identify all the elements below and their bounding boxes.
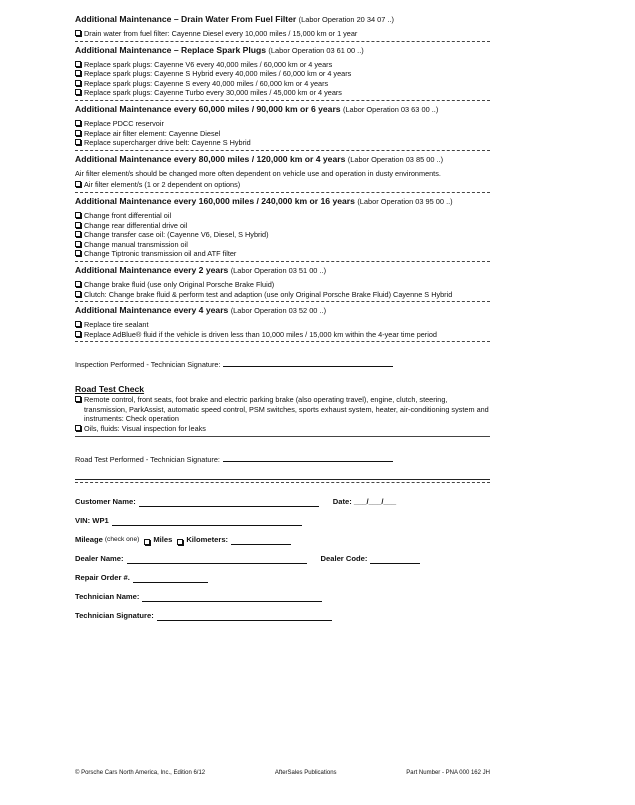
section-title-text: Additional Maintenance every 160,000 miles / 240,000 km or 16 years (75, 195, 355, 206)
checkbox[interactable] (75, 212, 81, 218)
vin-label: VIN: WP1 (75, 515, 109, 525)
section-note: Air filter element/s should be changed more often dependent on vehicle use and operation in dusty environments. (75, 168, 441, 178)
checklist-item-text: Drain water from fuel filter: Cayenne Diesel every 10,000 miles / 15,000 km or 1 year (84, 29, 358, 38)
checklist-item-text: Replace AdBlue® fluid if the vehicle is driven less than 10,000 miles / 15,000 km within the 4-year time period (84, 329, 437, 339)
repair-order-row (75, 573, 490, 583)
footer-copyright: © Porsche Cars North America, Inc., Edition 6/12 (75, 770, 206, 776)
repair-order-field[interactable] (133, 575, 208, 583)
checklist-item (75, 290, 490, 300)
checklist-item (75, 138, 490, 148)
section-title-text: Additional Maintenance every 60,000 miles / 90,000 km or 6 years (75, 103, 341, 114)
checkbox[interactable] (75, 291, 81, 297)
checkbox[interactable] (75, 321, 81, 327)
kilometers-checkbox[interactable] (177, 539, 183, 545)
checklist-item (75, 69, 490, 79)
checklist-item (75, 280, 490, 290)
checklist-item (75, 29, 490, 39)
checkbox[interactable] (75, 61, 81, 67)
section-title (75, 154, 490, 165)
checklist-item (75, 180, 490, 190)
dealer-name-label: Dealer Name: (75, 553, 124, 563)
road-test-signature-line[interactable] (223, 455, 393, 462)
miles-label: Miles (153, 534, 173, 544)
technician-name-field[interactable] (142, 594, 322, 602)
maintenance-section (75, 14, 490, 42)
kilometers-label: Kilometers: (186, 534, 229, 544)
section-title (75, 45, 490, 56)
inspection-signature-line[interactable] (223, 360, 393, 367)
labor-operation: (Labor Operation 03 52 00 ..) (230, 306, 327, 316)
road-test-item (75, 395, 490, 424)
checklist-item-text: Change brake fluid (use only Original Porsche Brake Fluid) (84, 279, 275, 289)
checklist-item-text: Air filter element/s (1 or 2 dependent on options) (84, 180, 241, 190)
maintenance-section (75, 104, 490, 151)
checkbox[interactable] (75, 30, 81, 36)
customer-name-row (75, 497, 490, 507)
mileage-row (75, 535, 490, 545)
customer-form (75, 497, 490, 621)
section-title (75, 104, 490, 115)
road-test-title: Road Test Check (75, 384, 145, 395)
section-title (75, 305, 490, 316)
section-title-text: Additional Maintenance – Drain Water From Fuel Filter (75, 14, 297, 24)
checklist-item (75, 249, 490, 259)
checkbox[interactable] (75, 425, 81, 431)
date-label: Date: ___/___/___ (332, 496, 397, 506)
customer-name-field[interactable] (139, 499, 319, 507)
checklist-item (75, 60, 490, 70)
checklist-item-text: Replace spark plugs: Cayenne Turbo every 30,000 miles / 45,000 km or 4 years (84, 88, 342, 98)
checklist-item-text: Replace supercharger drive belt: Cayenne S Hybrid (84, 138, 251, 148)
section-title (75, 196, 490, 207)
checkbox[interactable] (75, 89, 81, 95)
checklist-item (75, 221, 490, 231)
section-title-text: Additional Maintenance every 4 years (75, 305, 229, 316)
checklist-item-text: Replace air filter element: Cayenne Diesel (84, 128, 221, 138)
checklist-item (75, 129, 490, 139)
road-test-item (75, 424, 490, 434)
checklist-item-text: Replace PDCC reservoir (84, 118, 164, 128)
section-title (75, 14, 490, 25)
checkbox[interactable] (75, 181, 81, 187)
checklist-item-text: Change Tiptronic transmission oil and ATF filter (84, 249, 237, 259)
dealer-code-field[interactable] (370, 556, 420, 564)
section-title-text: Additional Maintenance – Replace Spark Plugs (75, 44, 267, 55)
section-title-text: Additional Maintenance every 2 years (75, 264, 229, 275)
checkbox[interactable] (75, 120, 81, 126)
checklist-item (75, 211, 490, 221)
technician-signature-row (75, 611, 490, 621)
road-test-signature-label: Road Test Performed - Technician Signature: (75, 454, 220, 464)
footer-part-number: Part Number - PNA 000 162 JH (406, 770, 490, 776)
road-test-item-text: Remote control, front seats, foot brake and electric parking brake (also operating travel), engine, clutch, steering, transmission, ParkAssist, automatic speed control, PSM switches, sports exhaust system, heater, air-conditioning system and instruments: Check operation (84, 395, 489, 424)
mileage-field[interactable] (231, 537, 291, 545)
dealer-name-field[interactable] (127, 556, 307, 564)
checklist-item-text: Replace spark plugs: Cayenne V6 every 40,000 miles / 60,000 km or 4 years (84, 59, 333, 69)
dealer-row (75, 554, 490, 564)
repair-order-label: Repair Order #. (75, 572, 130, 582)
checkbox[interactable] (75, 331, 81, 337)
maintenance-section (75, 265, 490, 302)
maintenance-section (75, 45, 490, 101)
checklist-item-text: Change manual transmission oil (84, 239, 188, 249)
checklist-item-text: Change transfer case oil: (Cayenne V6, Diesel, S Hybrid) (84, 230, 269, 240)
inspection-signature-row (75, 360, 490, 369)
checkbox[interactable] (75, 396, 81, 402)
checklist-item-text: Replace spark plugs: Cayenne S every 40,000 miles / 60,000 km or 4 years (84, 78, 329, 88)
checkbox[interactable] (75, 80, 81, 86)
checklist-item-text: Change rear differential drive oil (84, 220, 188, 230)
maintenance-section (75, 305, 490, 342)
technician-name-row (75, 592, 490, 602)
checkbox[interactable] (75, 70, 81, 76)
maintenance-sections (75, 14, 490, 342)
divider (75, 479, 490, 483)
checklist-item (75, 240, 490, 250)
labor-operation: (Labor Operation 20 34 07 ..) (298, 15, 394, 24)
checkbox[interactable] (75, 222, 81, 228)
labor-operation: (Labor Operation 03 63 00 ..) (342, 104, 439, 114)
road-test-item-text: Oils, fluids: Visual inspection for leaks (84, 424, 206, 434)
dealer-code-label: Dealer Code: (320, 553, 368, 563)
maintenance-document (75, 14, 490, 630)
labor-operation: (Labor Operation 03 61 00 ..) (268, 45, 364, 55)
checkbox[interactable] (75, 250, 81, 256)
checklist-item (75, 79, 490, 89)
footer-publisher: AfterSales Publications (274, 770, 337, 776)
miles-checkbox[interactable] (144, 539, 150, 545)
checklist-item (75, 230, 490, 240)
road-test-signature-row (75, 455, 490, 464)
checkbox[interactable] (75, 281, 81, 287)
check-one-label: (check one) (104, 535, 140, 543)
technician-signature-field[interactable] (157, 613, 332, 621)
vin-row (75, 516, 490, 526)
section-title (75, 265, 490, 276)
checkbox[interactable] (75, 231, 81, 237)
checklist-item (75, 330, 490, 340)
technician-name-label: Technician Name: (75, 591, 140, 601)
checkbox[interactable] (75, 130, 81, 136)
checkbox[interactable] (75, 139, 81, 145)
inspection-signature-label: Inspection Performed - Technician Signature: (75, 360, 221, 370)
maintenance-section (75, 196, 490, 262)
page-footer (75, 770, 490, 776)
road-test-section (75, 384, 490, 436)
section-title-text: Additional Maintenance every 80,000 miles / 120,000 km or 4 years (75, 153, 346, 164)
mileage-label: Mileage (75, 534, 103, 544)
checklist-item (75, 88, 490, 98)
technician-signature-label: Technician Signature: (75, 610, 154, 620)
labor-operation: (Labor Operation 03 51 00 ..) (230, 265, 327, 275)
checklist-item-text: Change front differential oil (84, 210, 172, 220)
vin-field[interactable] (112, 518, 302, 526)
labor-operation: (Labor Operation 03 95 00 ..) (357, 196, 453, 206)
customer-name-label: Customer Name: (75, 496, 136, 506)
checklist-item (75, 119, 490, 129)
labor-operation: (Labor Operation 03 85 00 ..) (347, 154, 444, 164)
checklist-item-text: Clutch: Change brake fluid & perform test and adaption (use only Original Porsche Brake Fluid) Cayenne S Hybrid (84, 289, 453, 299)
checklist-item-text: Replace tire sealant (84, 320, 149, 330)
maintenance-section (75, 154, 490, 193)
checkbox[interactable] (75, 241, 81, 247)
checklist-item-text: Replace spark plugs: Cayenne S Hybrid every 40,000 miles / 60,000 km or 4 years (84, 69, 352, 79)
checklist-item (75, 320, 490, 330)
